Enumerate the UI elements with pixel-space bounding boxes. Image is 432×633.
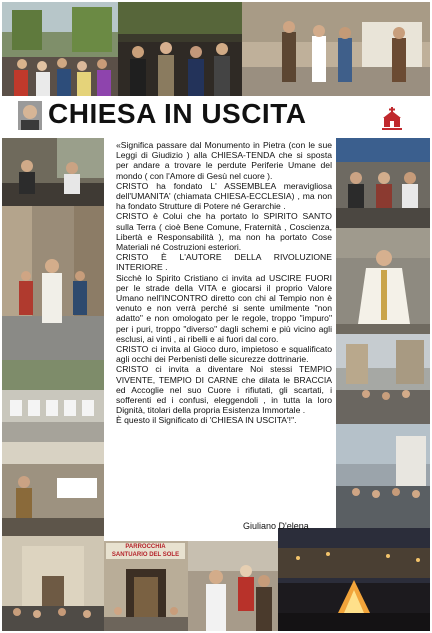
photo-outdoor-chairs <box>2 360 104 442</box>
photo-outdoor-mass <box>336 334 430 424</box>
photo-people-seated <box>336 138 430 228</box>
photo-priest-blessing <box>336 228 430 334</box>
parish-banner <box>106 543 185 559</box>
paragraph-spirito-santo: CRISTO è Colui che ha portato lo SPIRITO SANTO sulla Terra ( cioè Bene Comune, Fraternità , Coscienza, Libertà e Responsabilità ), ma non ha portato Cose Materiali né Costruzioni esteriori. <box>116 211 332 253</box>
paragraph-rivoluzione: CRISTO È L'AUTORE DELLA RIVOLUZIONE INTERIORE . <box>116 252 332 273</box>
photo-street-procession <box>2 206 104 360</box>
photo-friar-with-statue <box>188 541 278 631</box>
paragraph-uscire-fuori: Sicchè lo Spirito Cristiano ci invita ad USCIRE FUORI per le strade della VITA e giocarsi il proprio Valore Umano nell'INCONTRO diretto con chi al Tempio non è venuto e non verrà perché si sente umilmente "non adatto" e non omologato per le regole, troppo "impuro" per i puri, troppo "diverso" dagli schemi e più vicino agli esclusi, ai vinti , ai ribelli e ai fuori dal coro. <box>116 272 332 344</box>
photo-procession-crowd <box>2 2 118 96</box>
banner-line1: PARROCCHIA <box>125 544 166 550</box>
photo-night-bonfire <box>278 528 430 631</box>
paragraph-gioco-duro: CRISTO ci invita al Gioco duro, impietoso e squalificato agli occhi dei Perbenisti delle sicurezze dottrinarie. <box>116 344 332 365</box>
photo-friars-square <box>242 2 430 96</box>
photo-street-table <box>2 138 104 206</box>
paragraph-assemblea: CRISTO ha fondato L' ASSEMBLEA meravigliosa dell'UMANITA' (chiamata CHIESA-ECCLESIA) , ma non ha fondato Strutture di Potere né Gerarchie . <box>116 180 332 212</box>
photo-evening-gathering <box>118 2 242 96</box>
paragraph-tempio-vivente: CRISTO ci invita a diventare Noi stessi TEMPIO VIVENTE, TEMPIO DI CARNE che dilata le BRACCIA ed Accoglie nel suo Cuore i rifiutati, gli scartati, i sofferenti ed i confusi, eleggendoli , in tutta la loro Dignità, titolari della propria Esistenza Immortale . <box>116 364 332 416</box>
page-title: CHIESA IN USCITA <box>48 98 307 129</box>
photo-town-square <box>336 424 430 528</box>
photo-mass-under-tent <box>2 442 104 536</box>
author-signature: Giuliano D'elena <box>243 521 309 531</box>
paragraph-conclusion: È questo il Significato di 'CHIESA IN USCITA'!". <box>116 415 297 426</box>
banner-line2: SANTUARIO DEL SOLE <box>111 552 180 558</box>
author-avatar <box>18 101 42 130</box>
photo-church-facade <box>2 536 104 631</box>
church-logo-icon <box>380 106 404 132</box>
paragraph-intro: «Significa passare dal Monumento in Pietra (con le sue Leggi di Giudizio ) alla CHIESA-TENDA che si sposta per andare a trovare le perdute Periferie Umane del mondo ( con l'Amore di Gesù nel cuore ). <box>116 140 332 181</box>
article-text <box>116 140 332 426</box>
